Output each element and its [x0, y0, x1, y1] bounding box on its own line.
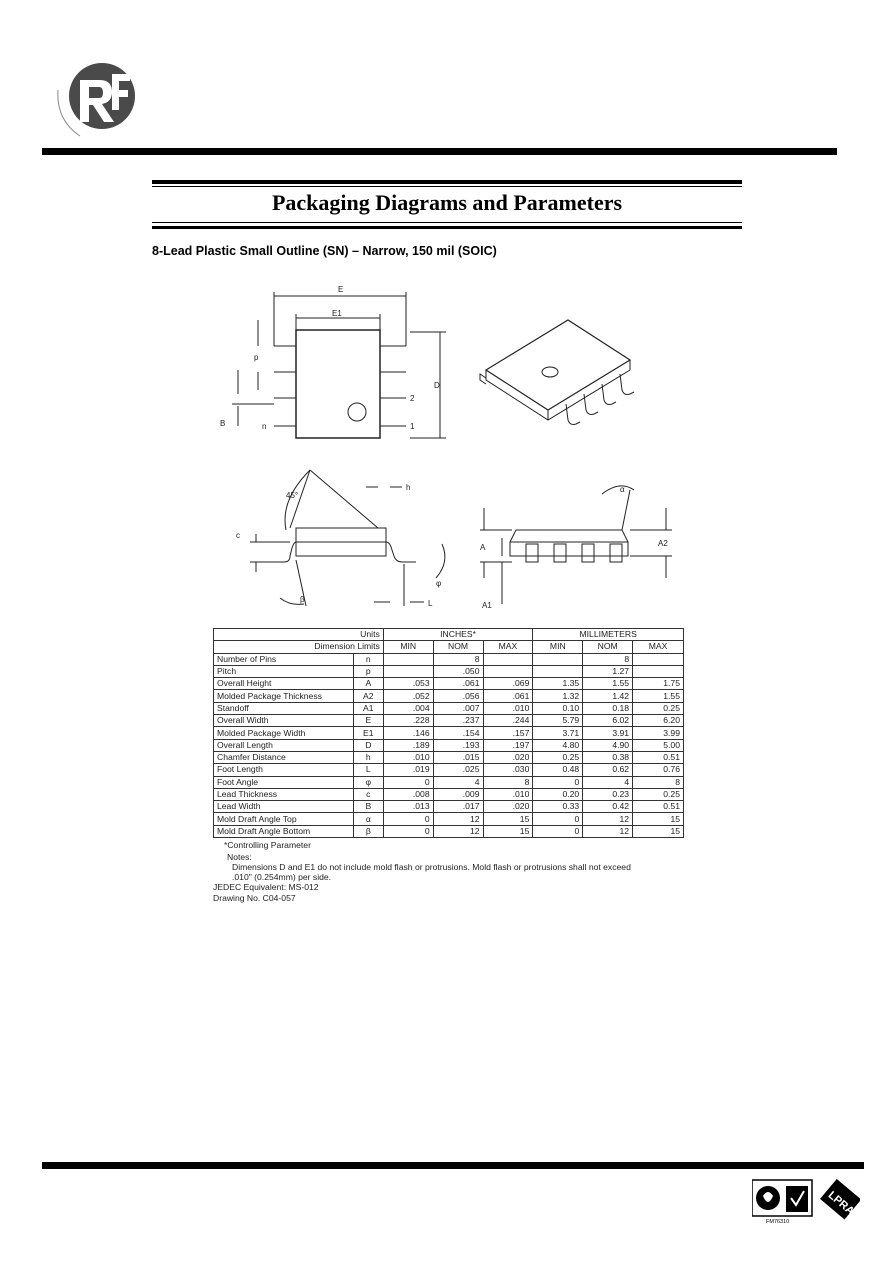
param-value: .053: [383, 678, 433, 690]
param-symbol: B: [353, 801, 383, 813]
table-row: [214, 702, 684, 714]
inches-header: INCHES*: [383, 629, 533, 641]
table-header-row-units: [214, 629, 684, 641]
col-header: NOM: [433, 641, 483, 653]
param-value: .237: [433, 715, 483, 727]
notes-label: Notes:: [227, 852, 252, 862]
package-diagram: [210, 280, 690, 615]
param-value: 1.55: [583, 678, 633, 690]
param-value: [633, 653, 684, 665]
param-value: 6.20: [633, 715, 684, 727]
param-value: .157: [483, 727, 533, 739]
label-A2: A2: [658, 539, 668, 548]
param-value: 12: [583, 813, 633, 825]
param-value: 3.99: [633, 727, 684, 739]
param-symbol: L: [353, 764, 383, 776]
param-value: .030: [483, 764, 533, 776]
jedec-equivalent: JEDEC Equivalent: MS-012: [213, 882, 319, 892]
param-name: Molded Package Thickness: [214, 690, 354, 702]
table-row: [214, 678, 684, 690]
note-1-line-2: .010" (0.254mm) per side.: [232, 872, 332, 882]
label-alpha: α: [620, 485, 625, 494]
param-value: 1.42: [583, 690, 633, 702]
table-row: [214, 764, 684, 776]
param-value: 8: [583, 653, 633, 665]
param-value: 1.27: [583, 665, 633, 677]
col-header: MAX: [483, 641, 533, 653]
param-value: 1.55: [633, 690, 684, 702]
table-row: [214, 653, 684, 665]
end-view: [480, 486, 672, 604]
title-rule-top-thin: [152, 186, 742, 187]
lpra-text: LPRA: [825, 1189, 857, 1218]
label-D: D: [434, 381, 440, 390]
param-value: .013: [383, 801, 433, 813]
param-value: .056: [433, 690, 483, 702]
table-row: [214, 690, 684, 702]
package-subtitle: 8-Lead Plastic Small Outline (SN) – Narrow, 150 mil (SOIC): [152, 244, 497, 258]
label-E: E: [338, 285, 344, 294]
table-header-row-limits: [214, 641, 684, 653]
side-view: [250, 470, 445, 606]
param-name: Mold Draft Angle Bottom: [214, 825, 354, 837]
label-L: L: [428, 599, 433, 608]
param-value: 12: [583, 825, 633, 837]
param-value: .019: [383, 764, 433, 776]
param-value: .010: [383, 751, 433, 763]
param-value: .010: [483, 702, 533, 714]
lpra-logo: [820, 1179, 860, 1221]
param-name: Overall Height: [214, 678, 354, 690]
note-1-line-1: Dimensions D and E1 do not include mold flash or protrusions. Mold flash or protrusions shall not exceed: [232, 862, 631, 872]
param-value: 0.20: [533, 788, 583, 800]
param-value: 0.38: [583, 751, 633, 763]
param-value: 1.75: [633, 678, 684, 690]
param-value: .015: [433, 751, 483, 763]
param-symbol: A: [353, 678, 383, 690]
param-value: [633, 665, 684, 677]
param-value: 3.91: [583, 727, 633, 739]
param-value: 0.51: [633, 751, 684, 763]
param-value: 0: [383, 776, 433, 788]
param-value: 4.80: [533, 739, 583, 751]
param-name: Standoff: [214, 702, 354, 714]
param-value: .050: [433, 665, 483, 677]
param-value: 5.79: [533, 715, 583, 727]
col-header: MIN: [533, 641, 583, 653]
label-E1: E1: [332, 309, 342, 318]
param-value: 5.00: [633, 739, 684, 751]
param-name: Foot Angle: [214, 776, 354, 788]
param-value: .146: [383, 727, 433, 739]
param-value: 0.23: [583, 788, 633, 800]
param-value: 0.76: [633, 764, 684, 776]
drawing-number: Drawing No. C04-057: [213, 893, 296, 903]
param-symbol: E1: [353, 727, 383, 739]
label-A: A: [480, 543, 486, 552]
param-value: .007: [433, 702, 483, 714]
table-row: [214, 715, 684, 727]
table-row: [214, 776, 684, 788]
title-rule-bottom-thin: [152, 222, 742, 223]
label-45-deg: 45°: [286, 491, 299, 500]
param-value: 1.32: [533, 690, 583, 702]
param-value: [383, 653, 433, 665]
param-symbol: A2: [353, 690, 383, 702]
label-B: B: [220, 419, 226, 428]
param-name: Molded Package Width: [214, 727, 354, 739]
param-value: 0: [383, 825, 433, 837]
label-pin-1: 1: [410, 422, 415, 431]
param-name: Foot Length: [214, 764, 354, 776]
param-symbol: E: [353, 715, 383, 727]
param-value: 0.48: [533, 764, 583, 776]
param-value: 8: [633, 776, 684, 788]
param-value: 12: [433, 825, 483, 837]
param-value: 12: [433, 813, 483, 825]
param-value: 15: [483, 825, 533, 837]
param-value: 0.42: [583, 801, 633, 813]
param-value: .154: [433, 727, 483, 739]
param-value: .010: [483, 788, 533, 800]
label-n: n: [262, 422, 267, 431]
col-header: MIN: [383, 641, 433, 653]
table-row: [214, 825, 684, 837]
param-value: 1.35: [533, 678, 583, 690]
param-symbol: α: [353, 813, 383, 825]
param-value: 0: [533, 813, 583, 825]
param-value: .025: [433, 764, 483, 776]
param-value: 0.25: [633, 788, 684, 800]
param-value: 0.18: [583, 702, 633, 714]
param-value: [483, 665, 533, 677]
param-value: 15: [483, 813, 533, 825]
param-value: .069: [483, 678, 533, 690]
label-c: c: [236, 531, 240, 540]
param-symbol: A1: [353, 702, 383, 714]
param-value: [533, 665, 583, 677]
param-value: 8: [483, 776, 533, 788]
param-value: .009: [433, 788, 483, 800]
param-value: [383, 665, 433, 677]
mm-header: MILLIMETERS: [533, 629, 684, 641]
param-name: Chamfer Distance: [214, 751, 354, 763]
param-value: .008: [383, 788, 433, 800]
param-symbol: c: [353, 788, 383, 800]
param-value: 0: [383, 813, 433, 825]
table-row: [214, 751, 684, 763]
param-value: 0.25: [633, 702, 684, 714]
param-value: 0.51: [633, 801, 684, 813]
param-symbol: p: [353, 665, 383, 677]
header-rule: [42, 148, 837, 155]
isometric-view: [480, 320, 634, 425]
param-name: Lead Width: [214, 801, 354, 813]
param-value: 6.02: [583, 715, 633, 727]
title-rule-bottom-thick: [152, 226, 742, 229]
ukas-icon: [786, 1186, 808, 1212]
param-value: .061: [483, 690, 533, 702]
table-row: [214, 788, 684, 800]
param-symbol: n: [353, 653, 383, 665]
parameters-table: [213, 628, 684, 838]
param-symbol: h: [353, 751, 383, 763]
label-beta: β: [300, 595, 305, 604]
label-p: p: [254, 353, 259, 362]
param-value: 4: [433, 776, 483, 788]
param-value: 4: [583, 776, 633, 788]
param-value: .020: [483, 801, 533, 813]
param-value: 15: [633, 813, 684, 825]
param-value: 0: [533, 825, 583, 837]
param-symbol: φ: [353, 776, 383, 788]
param-value: 3.71: [533, 727, 583, 739]
param-symbol: D: [353, 739, 383, 751]
table-row: [214, 665, 684, 677]
title-rule-top-thick: [152, 180, 742, 184]
param-value: 15: [633, 825, 684, 837]
certification-logos: [752, 1178, 860, 1226]
param-value: .189: [383, 739, 433, 751]
param-value: .052: [383, 690, 433, 702]
param-value: .017: [433, 801, 483, 813]
param-name: Overall Length: [214, 739, 354, 751]
param-value: .197: [483, 739, 533, 751]
table-row: [214, 739, 684, 751]
param-name: Number of Pins: [214, 653, 354, 665]
param-value: 0.25: [533, 751, 583, 763]
param-value: 0.62: [583, 764, 633, 776]
param-value: .004: [383, 702, 433, 714]
param-value: [483, 653, 533, 665]
table-row: [214, 801, 684, 813]
param-name: Pitch: [214, 665, 354, 677]
table-row: [214, 727, 684, 739]
label-A1: A1: [482, 601, 492, 610]
param-value: .244: [483, 715, 533, 727]
param-value: 4.90: [583, 739, 633, 751]
label-h: h: [406, 483, 411, 492]
param-name: Mold Draft Angle Top: [214, 813, 354, 825]
param-value: 0.33: [533, 801, 583, 813]
controlling-parameter-note: *Controlling Parameter: [224, 840, 311, 850]
rf-solutions-logo: [50, 60, 140, 146]
page-title: Packaging Diagrams and Parameters: [271, 190, 623, 215]
param-value: [533, 653, 583, 665]
table-row: [214, 813, 684, 825]
label-pin-2: 2: [410, 394, 415, 403]
param-value: 8: [433, 653, 483, 665]
label-phi: φ: [436, 579, 442, 588]
units-label: Units: [214, 629, 384, 641]
param-value: 0: [533, 776, 583, 788]
col-header: MAX: [633, 641, 684, 653]
param-value: 0.10: [533, 702, 583, 714]
param-name: Lead Thickness: [214, 788, 354, 800]
param-value: .020: [483, 751, 533, 763]
param-name: Overall Width: [214, 715, 354, 727]
param-value: .193: [433, 739, 483, 751]
footer-rule: [42, 1162, 864, 1169]
cert-number: FM76310: [766, 1219, 790, 1225]
param-value: .061: [433, 678, 483, 690]
col-header: NOM: [583, 641, 633, 653]
dimension-limits-label: Dimension Limits: [214, 641, 384, 653]
param-value: .228: [383, 715, 433, 727]
param-symbol: β: [353, 825, 383, 837]
